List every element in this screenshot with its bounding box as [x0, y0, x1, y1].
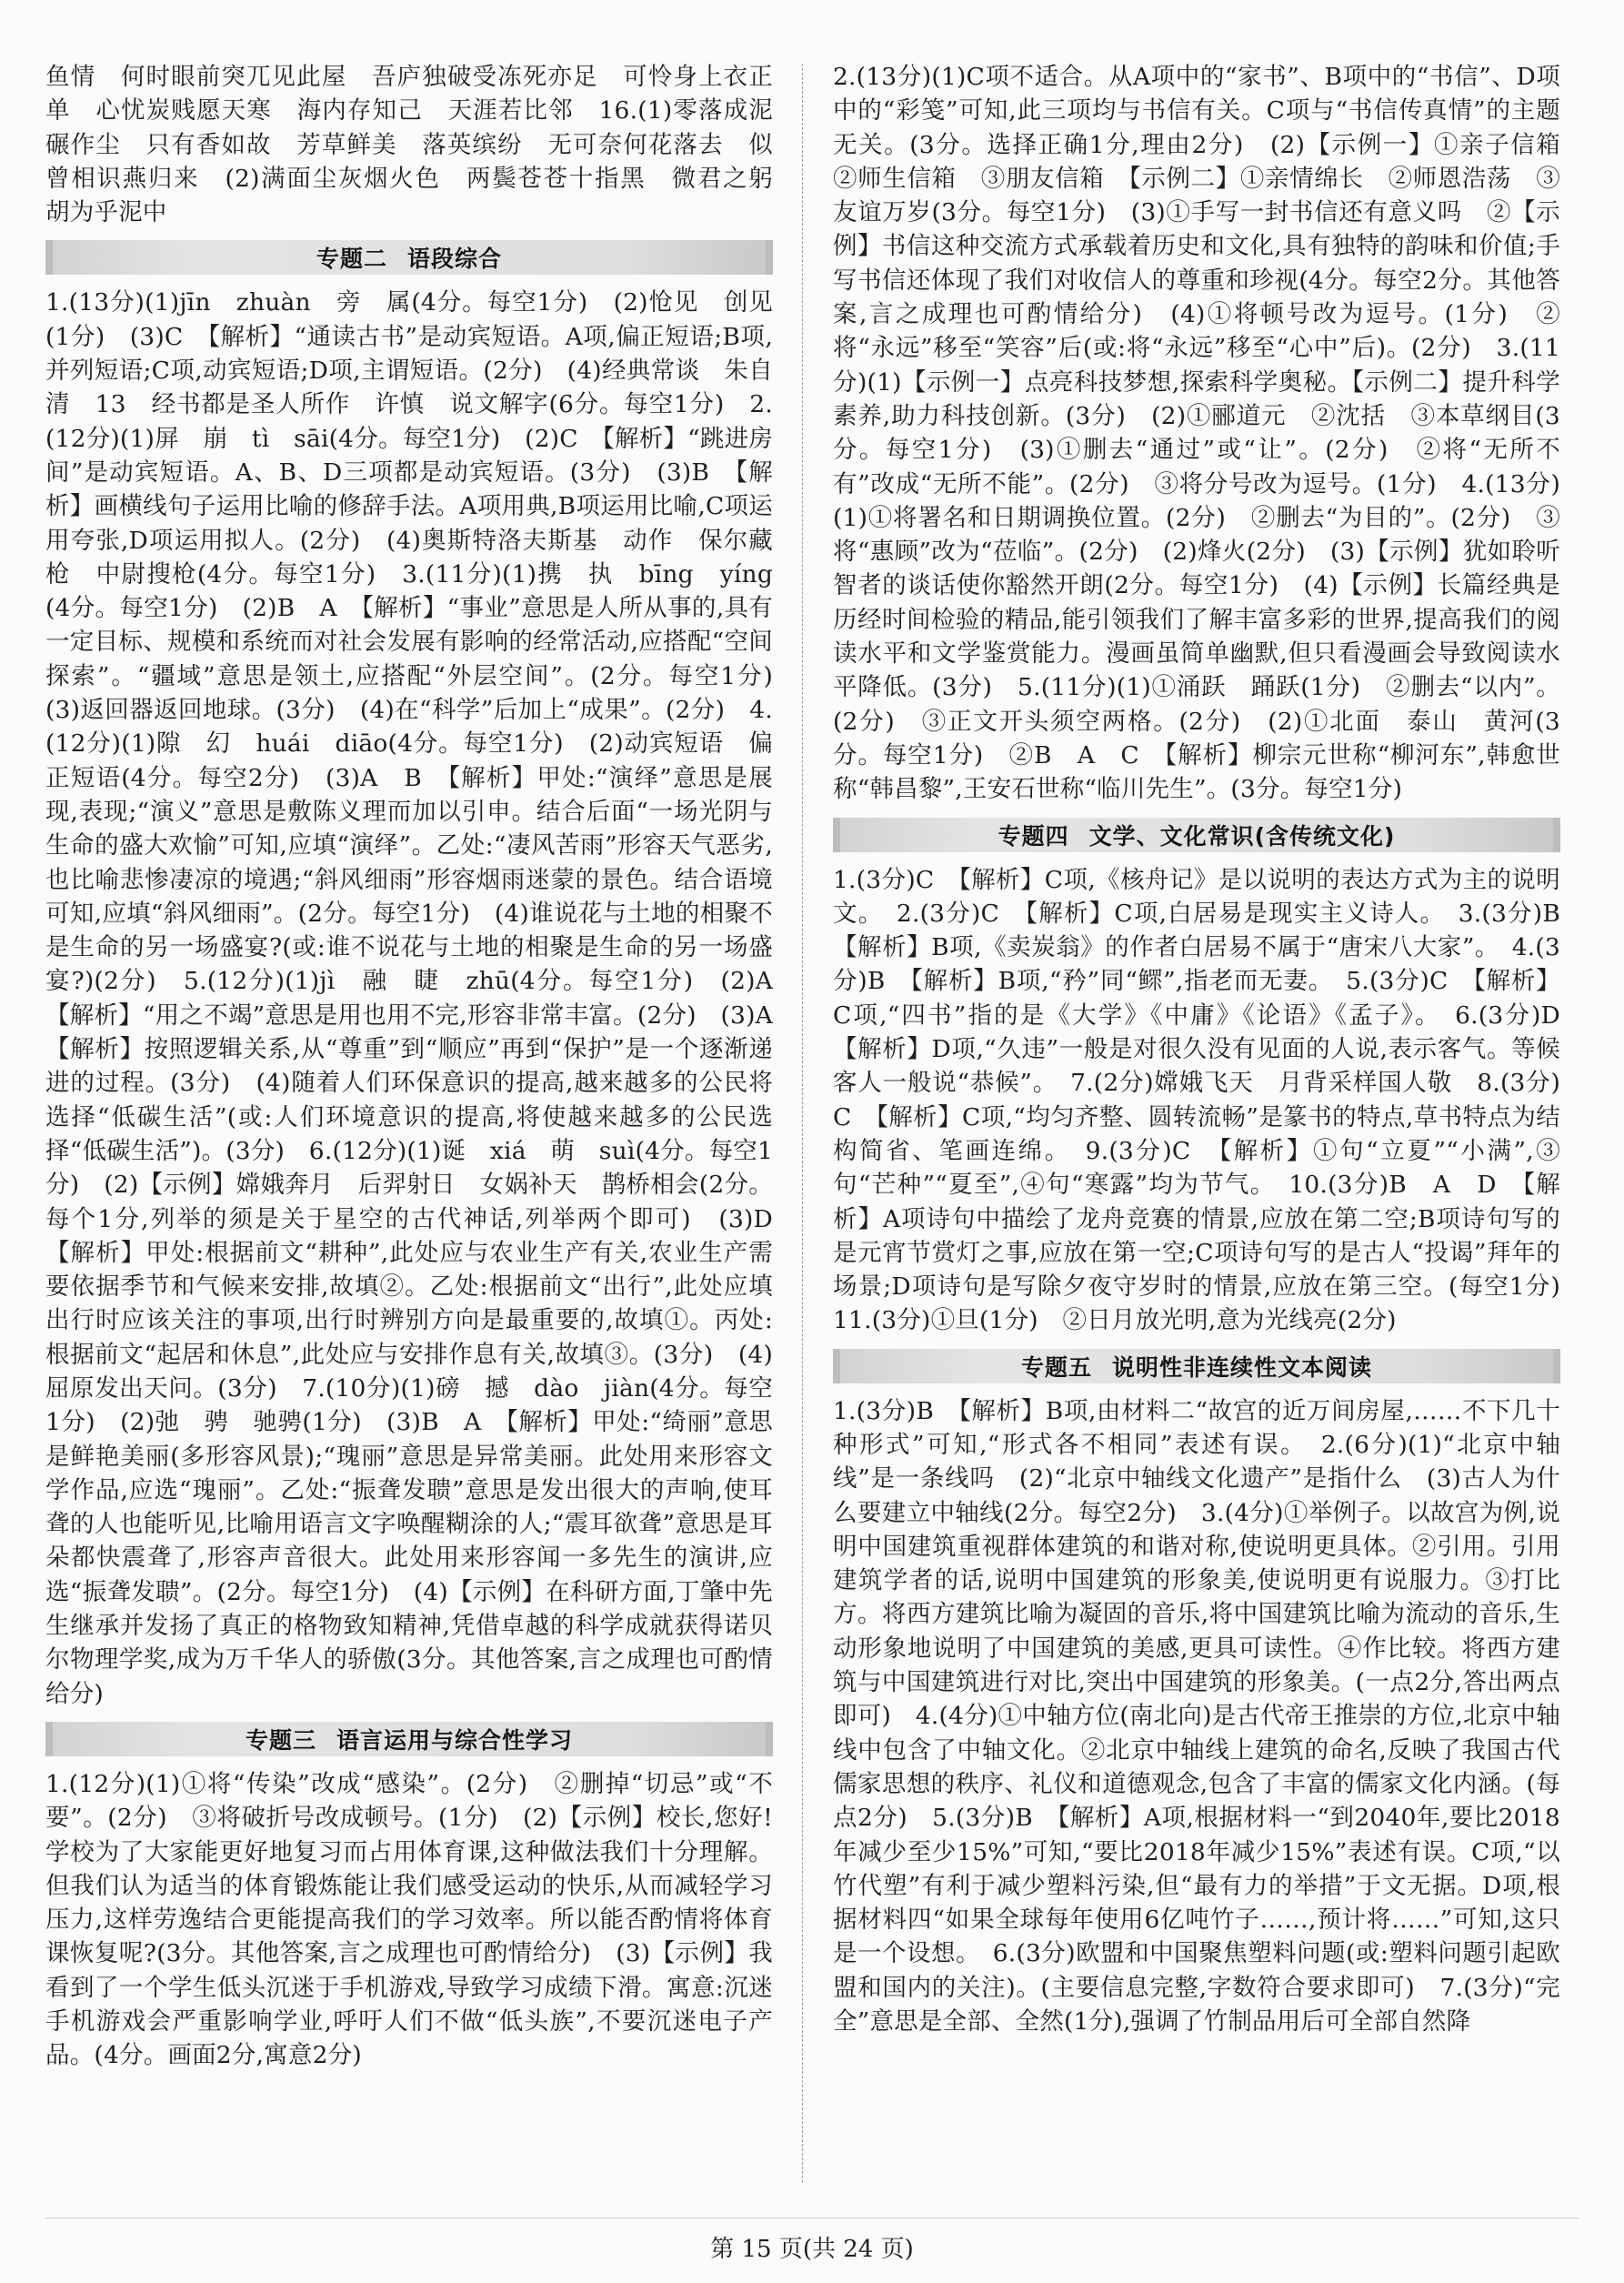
section-3-title: 语言运用与综合性学习 — [336, 1726, 574, 1754]
section-header-4 — [833, 818, 1560, 852]
section-5-prefix: 专题五 — [1020, 1353, 1092, 1381]
section-header-5 — [833, 1349, 1560, 1383]
section-2-body: 1.(13分)(1)jīn zhuàn 旁 属(4分。每空1分) (2)怆见 创见(1分) (3)C 【解析】“通读古书”是动宾短语。A项,偏正短语;B项,并列短语;C项,动宾短语;D项,主谓短语。(2分) (4)经典常谈 朱自清 13 经书都是圣人所作 许慎 说文解字(6分。每空1分) 2.(12分)(1)屏 崩 tì sāi(4分。每空1分) (2)C 【解析】“跳进房间”是动宾短语。A、B、D三项都是动宾短语。(3分) (3)B 【解析】画横线句子运用比喻的修辞手法。A项用典,B项运用比喻,C项运用夸张,D项运用拟人。(2分) (4)奥斯特洛夫斯基 动作 保尔藏枪 中尉搜枪(4分。每空1分) 3.(11分)(1)携 执 bīng yíng(4分。每空1分) (2)B A 【解析】“事业”意思是人所从事的,具有一定目标、规模和系统而对社会发展有影响的经常活动,应搭配“空间探索”。“疆域”意思是领土,应搭配“外层空间”。(2分。每空1分) (3)返回器返回地球。(3分) (4)在“科学”后加上“成果”。(2分) 4.(12分)(1)隙 幻 huái diāo(4分。每空1分) (2)动宾短语 偏正短语(4分。每空2分) (3)A B 【解析】甲处:“演绎”意思是展现,表现;“演义”意思是敷陈义理而加以引申。结合后面“一场光阴与生命的盛大欢愉”可知,应填“演绎”。乙处:“凄风苦雨”形容天气恶劣,也比喻悲惨凄凉的境遇;“斜风细雨”形容烟雨迷蒙的景色。结合语境可知,应填“斜风细雨”。(2分。每空1分) (4)谁说花与土地的相聚不是生命的另一场盛宴?(或:谁不说花与土地的相聚是生命的另一场盛宴?)(2分) 5.(12分)(1)jì 融 睫 zhū(4分。每空1分) (2)A 【解析】“用之不竭”意思是用也用不完,形容非常丰富。(2分) (3)A 【解析】按照逻辑关系,从“尊重”到“顺应”再到“保护”是一个逐渐递进的过程。(3分) (4)随着人们环保意识的提高,越来越多的公民将选择“低碳生活”(或:人们环境意识的提高,将使越来越多的公民选择“低碳生活”)。(3分) 6.(12分)(1)诞 xiá 萌 suì(4分。每空1分) (2)【示例】嫦娥奔月 后羿射日 女娲补天 鹊桥相会(2分。每个1分,列举的须是关于星空的古代神话,列举两个即可) (3)D 【解析】甲处:根据前文“耕种”,此处应与农业生产有关,农业生产需要依据季节和气候来安排,故填②。乙处:根据前文“出行”,此处应填出行时应该关注的事项,出行时辨别方向是最重要的,故填①。丙处:根据前文“起居和休息”,此处应与安排作息有关,故填③。(3分) (4)屈原发出天问。(3分) 7.(10分)(1)磅 撼 dào jiàn(4分。每空1分) (2)弛 骋 驰骋(1分) (3)B A 【解析】甲处:“绮丽”意思是鲜艳美丽(多形容风景);“瑰丽”意思是异常美丽。此处用来形容文学作品,应选“瑰丽”。乙处:“振聋发聩”意思是发出很大的声响,使耳聋的人也能听见,比喻用语言文字唤醒糊涂的人;“震耳欲聋”意思是耳朵都快震聋了,形容声音很大。此处用来形容闻一多先生的演讲,应选“振聋发聩”。(2分。每空1分) (4)【示例】在科研方面,丁肇中先生继承并发扬了真正的格物致知精神,凭借卓越的科学成就获得诺贝尔物理学奖,成为万千华人的骄傲(3分。其他答案,言之成理也可酌情给分) — [45, 288, 797, 1708]
section-5-body: 1.(3分)B 【解析】B项,由材料二“故宫的近万间房屋,……不下几十种形式”可知,“形式各不相同”表述有误。 2.(6分)(1)“北京中轴线”是一条线吗 (2)“北京中轴线文化遗产”是指什么 (3)古人为什么要建立中轴线(2分。每空2分) 3.(4分)①举例子。以故宫为例,说明中国建筑重视群体建筑的和谐对称,使说明更具体。②引用。引用建筑学者的话,说明中国建筑的形象美,使说明更有说服力。③打比方。将西方建筑比喻为凝固的音乐,将中国建筑比喻为流动的音乐,生动形象地说明了中国建筑的美感,更具可读性。④作比较。将西方建筑与中国建筑进行对比,突出中国建筑的形象美。(一点2分,答出两点即可) 4.(4分)①中轴方位(南北向)是古代帝王推崇的方位,北京中轴线中包含了中轴文化。②北京中轴线上建筑的命名,反映了我国古代儒家思想的秩序、礼仪和道德观念,包含了丰富的儒家文化内涵。(每点2分) 5.(3分)B 【解析】A项,根据材料一“到2040年,要比2018年减少至少15%”可知,“要比2018年减少15%”表述有误。C项,“以竹代塑”有利于减少塑料污染,但“最有力的举措”于文无据。D项,根据材料四“如果全球每年使用6亿吨竹子……,预计将……”可知,这只是一个设想。 6.(3分)欧盟和中国聚焦塑料问题(或:塑料问题引起欧盟和国内的关注)。(主要信息完整,字数符合要求即可) 7.(3分)“完全”意思是全部、全然(1分),强调了竹制品用后可全部自然降 — [833, 1396, 1560, 2037]
section-5-title: 说明性非连续性文本阅读 — [1112, 1353, 1373, 1381]
page-number: 第 15 页(共 24 页) — [710, 2236, 914, 2263]
left-intro-text: 鱼情 何时眼前突兀见此屋 吾庐独破受冻死亦足 可怜身上衣正单 心忧炭贱愿天寒 海内存知己 天涯若比邻 16.(1)零落成泥碾作尘 只有香如故 芳草鲜美 落英缤纷 无可奈何花落去 似曾相识燕归来 (2)满面尘灰烟火色 两鬓苍苍十指黑 微君之躬 胡为乎泥中 — [45, 63, 797, 227]
right-intro-text: 2.(13分)(1)C项不适合。从A项中的“家书”、B项中的“书信”、D项中的“彩笺”可知,此三项均与书信有关。C项与“书信传真情”的主题无关。(3分。选择正确1分,理由2分) (2)【示例一】①亲子信箱 ②师生信箱 ③朋友信箱 【示例二】①亲情绵长 ②师恩浩荡 ③友谊万岁(3分。每空1分) (3)①手写一封书信还有意义吗 ②【示例】书信这种交流方式承载着历史和文化,具有独特的韵味和价值;手写书信还体现了我们对收信人的尊重和珍视(4分。每空2分。其他答案,言之成理也可酌情给分) (4)①将顿号改为逗号。(1分) ②将“永远”移至“笑容”后(或:将“永远”移至“心中”后)。(2分) 3.(11分)(1)【示例一】点亮科技梦想,探索科学奥秘。【示例二】提升科学素养,助力科技创新。(3分) (2)①郦道元 ②沈括 ③本草纲目(3分。每空1分) (3)①删去“通过”或“让”。(2分) ②将“无所不有”改成“无所不能”。(2分) ③将分号改为逗号。(1分) 4.(13分)(1)①将署名和日期调换位置。(2分) ②删去“为目的”。(2分) ③将“惠顾”改为“莅临”。(2分) (2)烽火(2分) (3)【示例】犹如聆听智者的谈话使你豁然开朗(2分。每空1分) (4)【示例】长篇经典是历经时间检验的精品,能引领我们了解丰富多彩的世界,提高我们的阅读水平和文学鉴赏能力。漫画虽简单幽默,但只看漫画会导致阅读水平降低。(3分) 5.(11分)(1)①涌跃 踊跃(1分) ②删去“以内”。(2分) ③正文开头须空两格。(2分) (2)①北面 泰山 黄河(3分。每空1分) ②B A C 【解析】柳宗元世称“柳河东”,韩愈世称“韩昌黎”,王安石世称“临川先生”。(3分。每空1分) — [833, 63, 1585, 804]
section-2-title: 语段综合 — [407, 246, 503, 273]
section-2-prefix: 专题二 — [316, 246, 387, 273]
left-column — [45, 60, 797, 2188]
section-header-3 — [45, 1722, 773, 1756]
section-4-title: 文学、文化常识(含传统文化) — [1088, 822, 1396, 850]
section-3-prefix: 专题三 — [245, 1726, 316, 1754]
right-column — [833, 60, 1585, 2188]
section-3-body: 1.(12分)(1)①将“传染”改成“感染”。(2分) ②删掉“切忌”或“不要”。(2分) ③将破折号改成顿号。(1分) (2)【示例】校长,您好!学校为了大家能更好地复习而占用体育课,这种做法我们十分理解。但我们认为适当的体育锻炼能让我们感受运动的快乐,从而减轻学习压力,这样劳逸结合更能提高我们的学习效率。所以能否酌情将体育课恢复呢?(3分。其他答案,言之成理也可酌情给分) (3)【示例】我看到了一个学生低头沉迷于手机游戏,导致学习成绩下滑。寓意:沉迷手机游戏会严重影响学业,呼吁人们不做“低头族”,不要沉迷电子产品。(4分。画面2分,寓意2分) — [45, 1769, 773, 2070]
section-header-2 — [45, 240, 773, 275]
section-4-prefix: 专题四 — [997, 822, 1069, 850]
section-4-body: 1.(3分)C 【解析】C项,《核舟记》是以说明的表达方式为主的说明文。 2.(3分)C 【解析】C项,白居易是现实主义诗人。 3.(3分)B 【解析】B项,《卖炭翁》的作者白居易不属于“唐宋八大家”。 4.(3分)B 【解析】B项,“矜”同“鳏”,指老而无妻。 5.(3分)C 【解析】C项,“四书”指的是《大学》《中庸》《论语》《孟子》。 6.(3分)D 【解析】D项,“久违”一般是对很久没有见面的人说,表示客气。等候客人一般说“恭候”。 7.(2分)嫦娥飞天 月背采样国人敬 8.(3分)C 【解析】C项,“均匀齐整、圆转流畅”是篆书的特点,草书特点为结构简省、笔画连绵。 9.(3分)C 【解析】①句“立夏”“小满”,③句“芒种”“夏至”,④句“寒露”均为节气。 10.(3分)B A D 【解析】A项诗句中描绘了龙舟竞赛的情景,应放在第二空;B项诗句写的是元宵节赏灯之事,应放在第一空;C项诗句写的是古人“投谒”拜年的场景;D项诗句是写除夕夜守岁时的情景,应放在第三空。(每空1分) 11.(3分)①旦(1分) ②日月放光明,意为光线亮(2分) — [833, 865, 1585, 1335]
column-divider — [802, 64, 803, 2183]
